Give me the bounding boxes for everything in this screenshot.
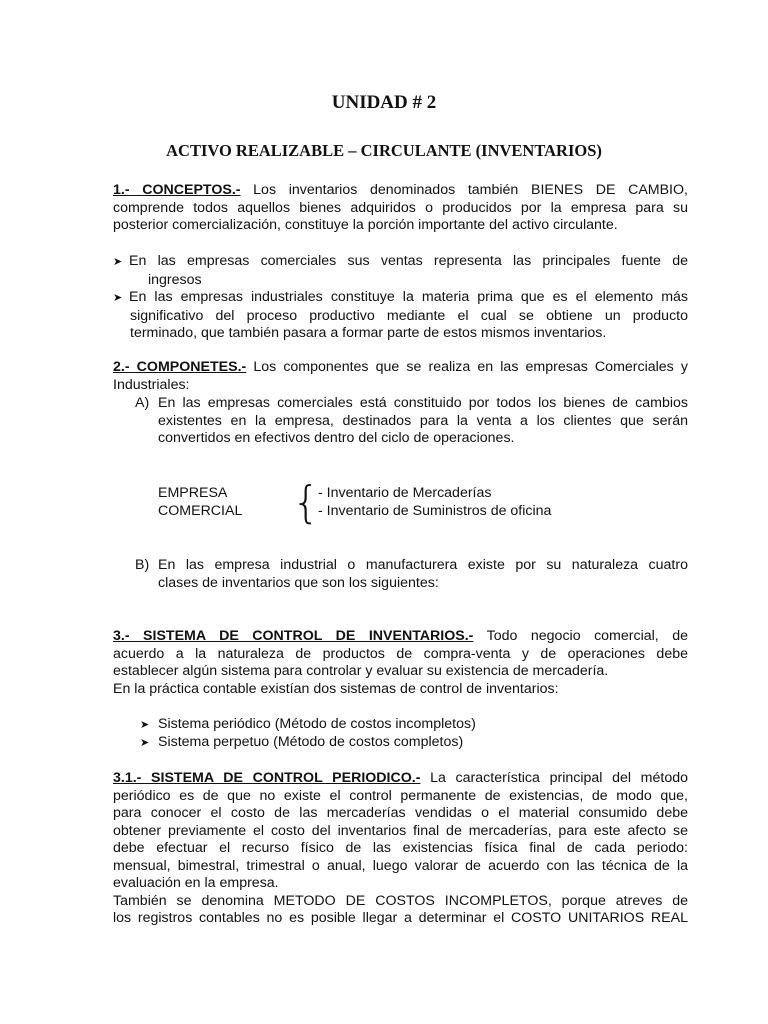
section-heading-componentes: 2.- COMPONETES.- <box>113 359 247 375</box>
paragraph-line: los registros contables no es posible llegar a determinar el COSTO UNITARIOS REAL <box>113 910 688 926</box>
list-label: B) <box>135 557 150 573</box>
bullet-item-comerciales <box>113 253 688 289</box>
arrow-bullet-icon: ➤ <box>140 737 150 749</box>
bullet-text: En las empresas industriales constituye la materia prima que es el elemento más <box>129 289 688 305</box>
paragraph-line: Industriales: <box>113 376 190 393</box>
list-text: En las empresa industrial o manufacturera existe por su naturaleza cuatro <box>158 557 688 573</box>
section-componentes <box>113 359 688 394</box>
paragraph-line: establecer algún sistema para controlar y evaluar su existencia de mercadería. <box>113 663 609 679</box>
bullet-item-periodico <box>140 716 476 735</box>
bullet-item-industriales <box>113 289 688 343</box>
arrow-bullet-icon: ➤ <box>140 719 150 731</box>
list-label: A) <box>135 395 150 411</box>
paragraph-line: Los componentes que se realiza en las empresas Comerciales y <box>246 359 688 375</box>
company-label <box>158 485 242 520</box>
bullet-text: En las empresas comerciales sus ventas representa las principales fuente de <box>129 253 688 269</box>
company-label-line: COMERCIAL <box>158 502 243 519</box>
bullet-item-perpetuo <box>140 734 463 753</box>
paragraph-line: Los inventarios denominados también BIENES DE CAMBIO, <box>240 182 688 198</box>
page-title: UNIDAD # 2 <box>331 92 437 113</box>
brace-icon: { <box>292 477 320 528</box>
paragraph-line: posterior comercialización, constituye la porción importante del activo circulante. <box>113 217 618 233</box>
list-text: convertidos en efectivos dentro del ciclo de operaciones. <box>158 430 515 446</box>
paragraph-line: La característica principal del método <box>420 770 688 786</box>
paragraph-line: obtener previamente el costo del inventarios final de mercaderías, para este afecto se <box>113 822 688 839</box>
paragraph-line: En la práctica contable existían dos sistemas de control de inventarios: <box>113 680 559 697</box>
page-subtitle: ACTIVO REALIZABLE – CIRCULANTE (INVENTARIOS) <box>166 141 602 160</box>
arrow-bullet-icon: ➤ <box>113 256 123 268</box>
paragraph-line: acuerdo a la naturaleza de productos de compra-venta y de operaciones debe <box>113 645 688 662</box>
list-text: existentes en la empresa, destinados para la venta a los clientes que serán <box>158 412 688 429</box>
paragraph-line: evaluación en la empresa. <box>113 875 279 891</box>
bullet-text: terminado, que también pasara a formar parte de estos mismos inventarios. <box>130 325 607 341</box>
section-heading-control-periodico: 3.1.- SISTEMA DE CONTROL PERIODICO.- <box>113 770 421 786</box>
list-item-b <box>135 557 688 592</box>
bullet-text: significativo del proceso productivo mediante el cual se obtiene un producto <box>130 307 688 324</box>
section-control-periodico <box>113 770 688 928</box>
paragraph-line: debe efectuar el recurso físico de las existencias física final de cada periodo: <box>113 840 688 856</box>
inventory-list <box>318 485 551 520</box>
section-conceptos <box>113 182 688 235</box>
list-text: En las empresas comerciales está constituido por todos los bienes de cambios <box>158 395 688 411</box>
section-sistema-control <box>113 628 688 698</box>
company-label-line: EMPRESA <box>158 485 228 501</box>
inventory-item: - Inventario de Suministros de oficina <box>318 502 552 519</box>
arrow-bullet-icon: ➤ <box>113 292 123 304</box>
paragraph-line: Todo negocio comercial, de <box>473 628 688 644</box>
section-heading-conceptos: 1.- CONCEPTOS.- <box>113 182 241 198</box>
bullet-text: Sistema periódico (Método de costos incompletos) <box>158 716 476 732</box>
paragraph-line: mensual, bimestral, trimestral o anual, luego valorar de acuerdo con las técnica de la <box>113 857 688 874</box>
paragraph-line: para conocer el costo de las mercaderías vendidas o el material consumido debe <box>113 805 688 821</box>
paragraph-line: También se denomina METODO DE COSTOS INCOMPLETOS, porque atreves de <box>113 892 688 909</box>
inventory-item: - Inventario de Mercaderías <box>318 485 492 501</box>
list-text: clases de inventarios que son los siguientes: <box>158 574 439 591</box>
section-heading-sistema-control: 3.- SISTEMA DE CONTROL DE INVENTARIOS.- <box>113 628 474 644</box>
paragraph-line: comprende todos aquellos bienes adquiridos o producidos por la empresa para su <box>113 199 688 216</box>
paragraph-line: periódico es de que no existe el control permanente de existencias, de modo que, <box>113 787 688 804</box>
bullet-text: ingresos <box>148 271 202 288</box>
bullet-text: Sistema perpetuo (Método de costos completos) <box>158 734 464 750</box>
list-item-a <box>135 395 688 448</box>
